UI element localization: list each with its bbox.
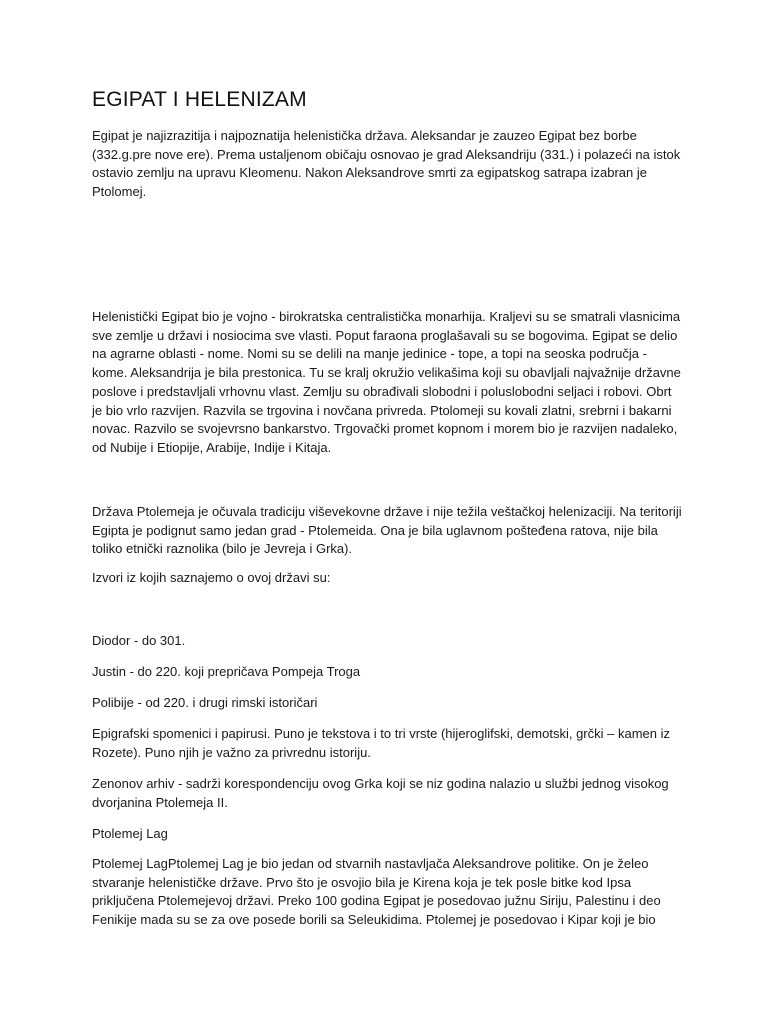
paragraph-monarchy: Helenistički Egipat bio je vojno - birokratska centralistička monarhija. Kraljevi su se smatrali vlasnicima sve zemlje u državi i nosiocima sve vlasti. Poput faraona proglašavali su se bogovima. Egipat se delio na agrarne oblasti - nome. Nomi su se delili na manje jedinice - tope, a topi na seoska područja - kome. Aleksandrija je bila prestonica. Tu se kralj okružio velikašima koji su obavljali najvažnije državne poslove i predstavljali vrhovnu vlast. Zemlju su obrađivali slobodni i poluslobodni seljaci i robovi. Obrt je bio vrlo razvijen. Razvila se trgovina i novčana privreda. Ptolomeji su kovali zlatni, srebrni i bakarni novac. Razvilo se svojevrsno bankarstvo. Trgovački promet kopnom i morem bio je razvijen nadaleko, od Nubije i Etiopije, Arabije, Indije i Kitaja. — [92, 309, 681, 455]
source-polibije: Polibije - od 220. i drugi rimski istoričari — [92, 695, 318, 710]
source-diodor: Diodor - do 301. — [92, 633, 186, 648]
paragraph-tradition: Država Ptolemeja je očuvala tradiciju viševekovne države i nije težila veštačkoj helenizaciji. Na teritoriji Egipta je podignut samo jedan grad - Ptolemeida. Ona je bila uglavnom pošteđena ratova, nije bila toliko etnički raznolika (bilo je Jevreja i Grka). — [92, 504, 682, 557]
paragraph-sources-intro: Izvori iz kojih saznajemo o ovoj državi su: — [92, 570, 331, 585]
paragraph-intro: Egipat je najizrazitija i najpoznatija helenistička država. Aleksandar je zauzeo Egipat bez borbe (332.g.pre nove ere). Prema ustaljenom običaju osnovao je grad Aleksandriju (331.) i polazeći na istok ostavio zemlju na upravu Kleomenu. Nakon Aleksandrove smrti za egipatskog satrapa izabran je Ptolomej. — [92, 128, 681, 200]
source-epigraphic: Epigrafski spomenici i papirusi. Puno je tekstova i to tri vrste (hijeroglifski, demotski, grčki – kamen iz Rozete). Puno njih je važno za privrednu istoriju. — [92, 726, 670, 760]
source-justin: Justin - do 220. koji prepričava Pompeja Troga — [92, 664, 361, 679]
paragraph-ptolemej-lag: Ptolemej LagPtolemej Lag je bio jedan od stvarnih nastavljača Aleksandrove politike. On je želeo stvaranje helenističke države. Prvo što je osvojio bila je Kirena koja je tek posle bitke kod Ipsa priključena Ptolemejevoj državi. Preko 100 godina Egipat je posedovao južnu Siriju, Palestinu i deo Fenikije mada su se za ove posede borili sa Seleukidima. Ptolemej je posedovao i Kipar koji je bio — [92, 856, 661, 928]
source-zenon-archive: Zenonov arhiv - sadrži korespondenciju ovog Grka koji se niz godina nalazio u službi jednog visokog dvorjanina Ptolemeja II. — [92, 776, 669, 810]
document-title: EGIPAT I HELENIZAM — [92, 88, 307, 111]
section-heading-ptolemej-lag: Ptolemej Lag — [92, 826, 168, 841]
